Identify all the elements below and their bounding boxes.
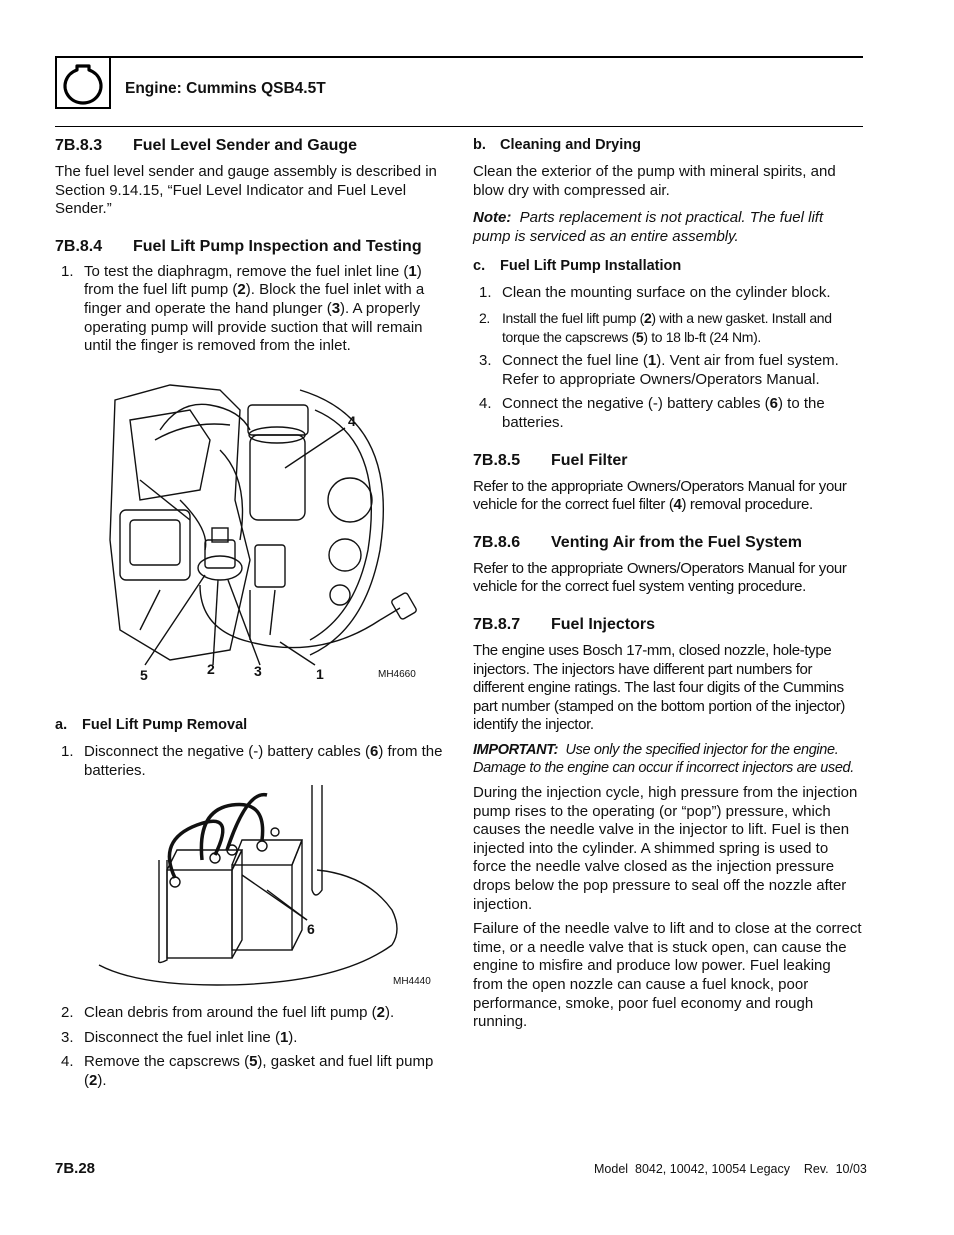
battery-illustration: [97, 780, 432, 990]
battery-cables-figure: [97, 780, 432, 990]
header-top-rule: [111, 56, 863, 58]
list-item: 4. Remove the capscrews (5), gasket and fuel lift pump (2).: [61, 1053, 434, 1089]
list-item: 1. To test the diaphragm, remove the fuel inlet line (1) from the fuel lift pump (2). Block the fuel inlet with a finger and operate the hand plunger (3). A properly operating pump will provide suction that will remain until the finger is removed from the inlet.: [61, 262, 425, 355]
numbered-list: [55, 263, 445, 356]
list-item: 3. Connect the fuel line (1). Vent air from fuel system. Refer to appropriate Owners/Operators Manual.: [479, 352, 839, 388]
section-body: During the injection cycle, high pressure from the injection pump rises to the operating (or “pop”) pressure, which causes the needle valve in the injector to lift. Fuel is then injected into the cylinder. A shimmed spring is used to force the needle valve closed as the injection pressure drops below the pop pressure to seal off the nozzle after injection.: [473, 784, 858, 913]
left-column: [55, 136, 445, 356]
section-heading-7b-8-4: 7B.8.4 Fuel Lift Pump Inspection and Testing: [55, 237, 422, 255]
section-body: Refer to the appropriate Owners/Operators Manual for your vehicle for the correct fuel filter (4) removal procedure.: [473, 477, 847, 514]
section-heading-7b-8-6: 7B.8.6 Venting Air from the Fuel System: [473, 533, 803, 551]
list-item: 2. Clean debris from around the fuel lift pump (2).: [61, 1004, 395, 1021]
section-heading-7b-8-5: 7B.8.5 Fuel Filter: [473, 451, 628, 469]
figure-code: MH4440: [393, 976, 431, 987]
page-header-title: Engine: Cummins QSB4.5T: [125, 80, 326, 97]
list-item: 1. Disconnect the negative (-) battery cables (6) from the batteries.: [61, 743, 443, 779]
important-note: IMPORTANT: Use only the specified injector for the engine. Damage to the engine can occur if incorrect injectors are used.: [473, 741, 854, 777]
section-body: The fuel level sender and gauge assembly is described in Section 9.14.15, “Fuel Level Indicator and Fuel Level Sender.”: [55, 163, 437, 218]
section-heading-7b-8-3: 7B.8.3 Fuel Level Sender and Gauge: [55, 137, 358, 154]
figure-label-2: 2: [207, 661, 215, 677]
engine-section-icon-frame: [55, 56, 111, 109]
header-rule: [55, 126, 863, 127]
note: Note: Parts replacement is not practical. The fuel lift pump is serviced as an entire assembly.: [473, 209, 824, 245]
fuel-lift-pump-figure: [100, 380, 430, 685]
page-number: 7B.28: [55, 1160, 96, 1177]
subsection-heading-b: b. Cleaning and Drying: [473, 137, 641, 153]
figure-label-4: 4: [348, 413, 356, 429]
list-item: 1. Clean the mounting surface on the cylinder block.: [479, 284, 831, 302]
section-body: The engine uses Bosch 17-mm, closed nozzle, hole-type injectors. The injectors have different part numbers for different engine ratings. The last four digits of the Cummins part number (stamped on the bottom portion of the injector) identify the injector.: [473, 641, 846, 734]
figure-label-6: 6: [307, 921, 315, 937]
figure-label-3: 3: [254, 663, 262, 679]
section-heading-7b-8-7: 7B.8.7 Fuel Injectors: [473, 615, 656, 633]
left-column-list-continued: [55, 1004, 445, 1090]
list-item: 2. Install the fuel lift pump (2) with a new gasket. Install and torque the capscrews (5) to 18 lb-ft (24 Nm).: [479, 309, 832, 345]
figure-label-5: 5: [140, 667, 148, 683]
model-revision: Model 8042, 10042, 10054 Legacy Rev. 10/03: [594, 1162, 867, 1176]
numbered-list: [55, 743, 445, 780]
engine-illustration: [100, 380, 430, 685]
list-item: 3. Disconnect the fuel inlet line (1).: [61, 1028, 298, 1046]
left-column-lower: [55, 716, 445, 780]
numbered-list: [473, 284, 863, 432]
section-body: Failure of the needle valve to lift and to close at the correct time, or a needle valve that is stuck open, can cause the engine to misfire and produce low power. Fuel leaking from the open nozzle can cause a fuel knock, poor performance, smoke, poor fuel economy and rough running.: [473, 920, 862, 1031]
figure-code: MH4660: [378, 669, 416, 680]
figure-label-1: 1: [316, 666, 324, 682]
list-item: 4. Connect the negative (-) battery cables (6) to the batteries.: [479, 395, 825, 431]
right-column: [473, 136, 863, 1032]
subsection-heading-a: a. Fuel Lift Pump Removal: [55, 717, 248, 733]
numbered-list: [55, 1004, 445, 1090]
subsection-heading-c: c. Fuel Lift Pump Installation: [473, 258, 682, 275]
section-body: Refer to the appropriate Owners/Operators Manual for your vehicle for the correct fuel system venting procedure.: [473, 559, 847, 596]
engine-icon: [57, 58, 109, 107]
section-body: Clean the exterior of the pump with mineral spirits, and blow dry with compressed air.: [473, 163, 836, 199]
